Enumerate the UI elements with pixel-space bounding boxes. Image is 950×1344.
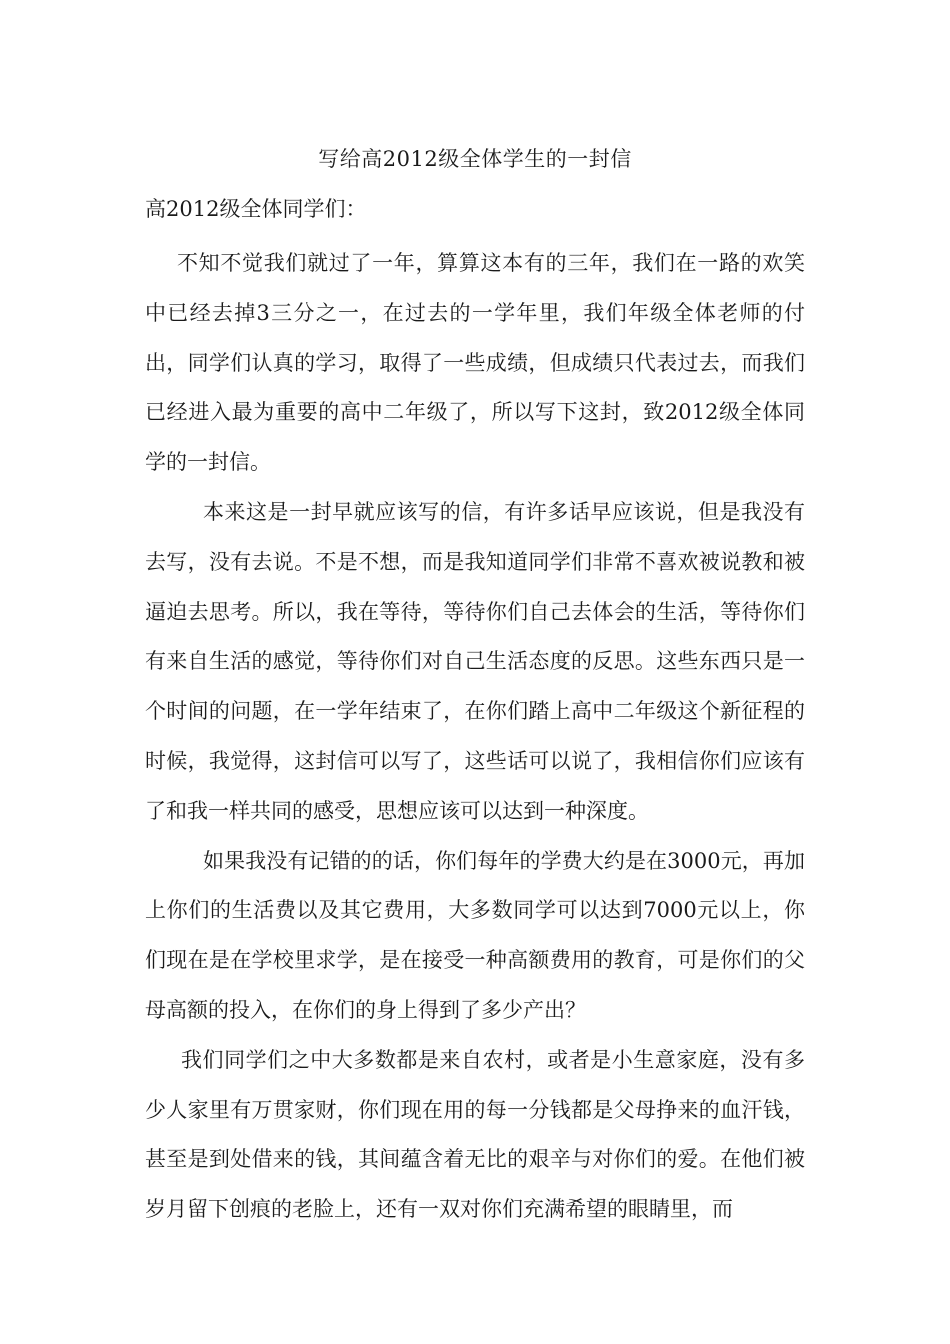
paragraph-4: 我们同学们之中大多数都是来自农村，或者是小生意家庭，没有多少人家里有万贯家财，你们现在用的每一分钱都是父母挣来的血汗钱，甚至是到处借来的钱，其间蕴含着无比的艰辛与对你们的爱。在他们被岁月留下创痕的老脸上，还有一双对你们充满希望的眼睛里，而 — [145, 1047, 805, 1222]
paragraph-3: 如果我没有记错的的话，你们每年的学费大约是在3000元，再加上你们的生活费以及其它费用，大多数同学可以达到7000元以上，你们现在是在学校里求学，是在接受一种高额费用的教育，可是你们的父母高额的投入，在你们的身上得到了多少产出？ — [145, 848, 805, 1022]
letter-salutation: 高2012级全体同学们： — [145, 197, 367, 221]
paragraph-2: 本来这是一封早就应该写的信，有许多话早应该说，但是我没有去写，没有去说。不是不想，而是我知道同学们非常不喜欢被说教和被逼迫去思考。所以，我在等待，等待你们自己去体会的生活，等待你们有来自生活的感觉，等待你们对自己生活态度的反思。这些东西只是一个时间的问题，在一学年结束了，在你们踏上高中二年级这个新征程的时候，我觉得，这封信可以写了，这些话可以说了，我相信你们应该有了和我一样共同的感受，思想应该可以达到一种深度。 — [145, 499, 805, 823]
letter-title: 写给高2012级全体学生的一封信 — [318, 147, 632, 171]
letter-body — [145, 239, 805, 1235]
paragraph-1: 不知不觉我们就过了一年，算算这本有的三年，我们在一路的欢笑中已经去掉3三分之一，在过去的一学年里，我们年级全体老师的付出，同学们认真的学习，取得了一些成绩，但成绩只代表过去，而我们已经进入最为重要的高中二年级了，所以写下这封，致2012级全体同学的一封信。 — [145, 251, 805, 475]
